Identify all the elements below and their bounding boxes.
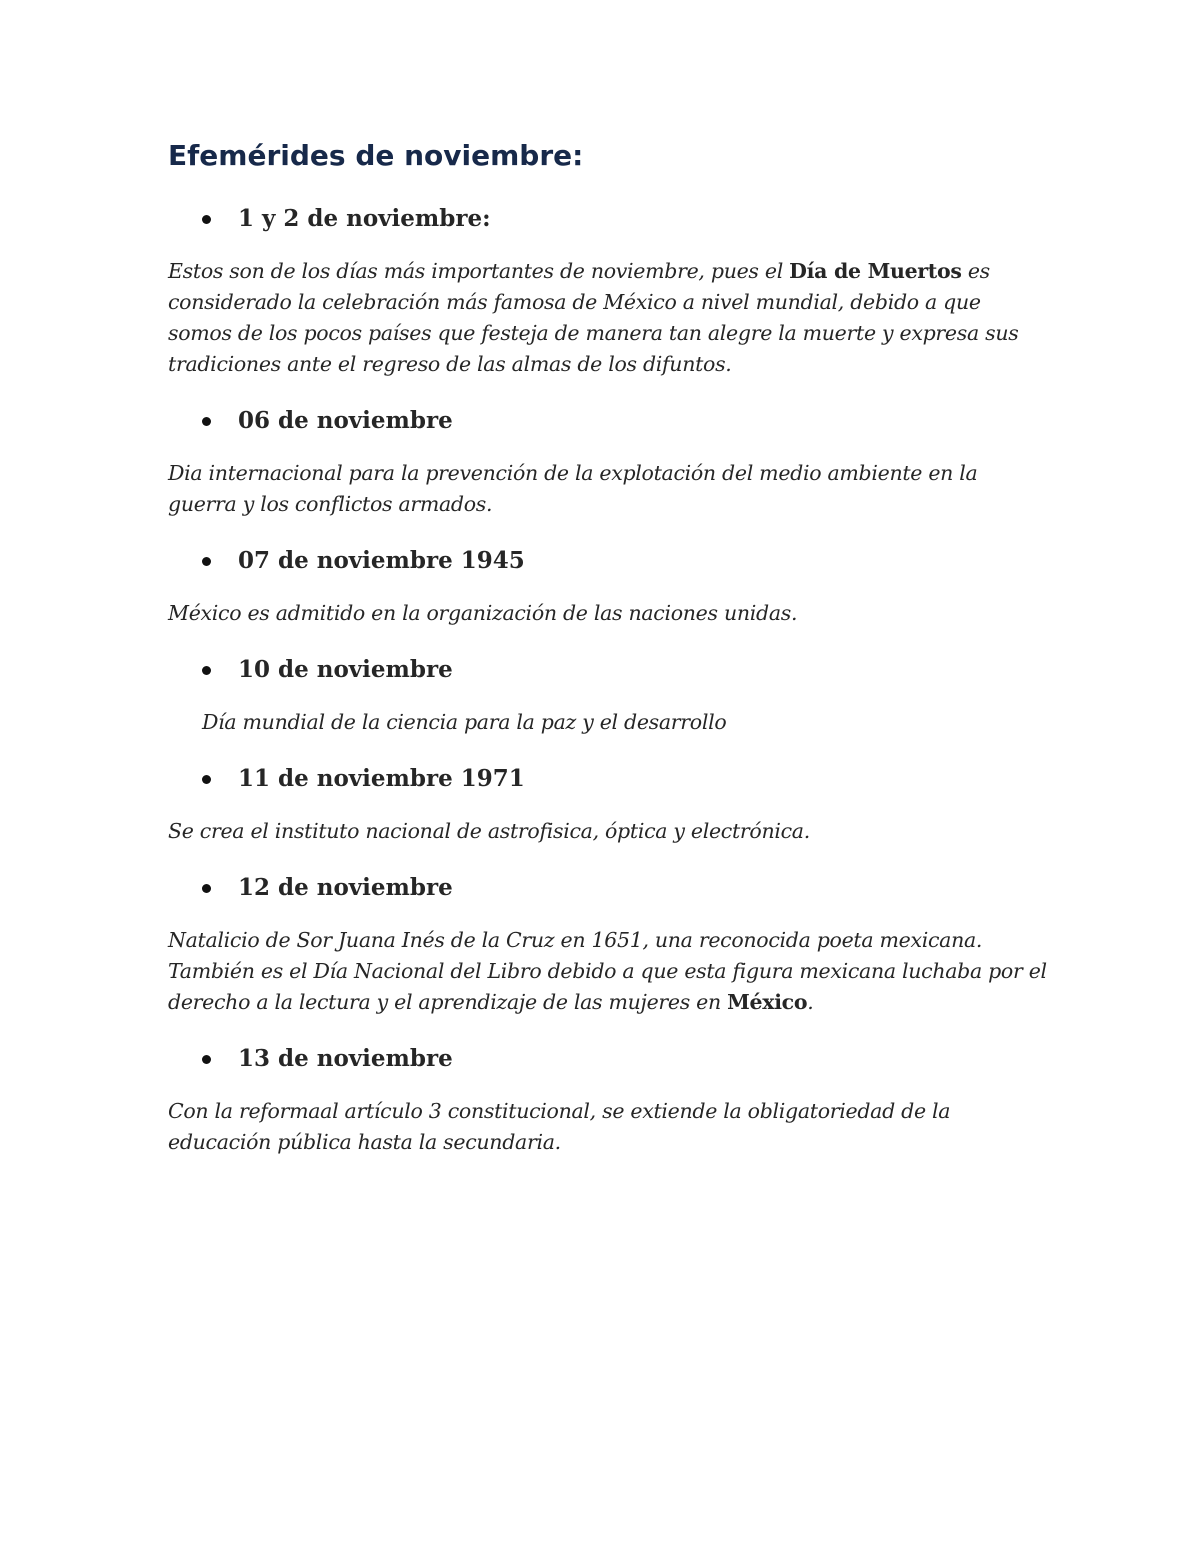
entry-emphasis: México: [727, 990, 808, 1014]
entry-description: [168, 256, 1048, 380]
bullet-icon: [202, 666, 211, 675]
entry-date: 10 de noviembre: [238, 656, 453, 683]
document-title: Efemérides de noviembre:: [168, 139, 584, 172]
bullet-icon: [202, 215, 211, 224]
entry-description: Dia internacional para la prevención de la explotación del medio ambiente en la guerra y los conflictos armados.: [168, 461, 978, 516]
entry-text-segment: es considerado la celebración más famosa de México a nivel mundial, debido a que somos de los pocos países que festeja de manera tan alegre la muerte y expresa sus tradiciones ante el regreso de las almas de los difuntos.: [168, 259, 1019, 376]
entry-heading: [168, 871, 1048, 905]
entry-date: 13 de noviembre: [238, 1045, 453, 1072]
entry-text-segment: .: [807, 990, 814, 1014]
entry-heading: [168, 202, 1048, 236]
entry-date: 12 de noviembre: [238, 874, 453, 901]
entry-date: 06 de noviembre: [238, 407, 453, 434]
bullet-icon: [202, 1055, 211, 1064]
entry-heading: [168, 1042, 1048, 1076]
entry-heading: [168, 544, 1048, 578]
document-body: [168, 136, 1048, 1182]
entry-heading: [168, 404, 1048, 438]
entry-description: Con la reformaal artículo 3 constitucional, se extiende la obligatoriedad de la educación pública hasta la secundaria.: [168, 1099, 951, 1154]
entry-heading: [168, 653, 1048, 687]
entry-description: Día mundial de la ciencia para la paz y el desarrollo: [202, 710, 727, 734]
entry-description: Se crea el instituto nacional de astrofisica, óptica y electrónica.: [168, 819, 810, 843]
entry-date: 07 de noviembre 1945: [238, 547, 525, 574]
entry-heading: [168, 762, 1048, 796]
entry-text-segment: Natalicio de Sor Juana Inés de la Cruz en 1651, una reconocida poeta mexicana. También es el Día Nacional del Libro debido a que esta figura mexicana luchaba por el derecho a la lectura y el aprendizaje de las mujeres en: [168, 928, 1047, 1014]
bullet-icon: [202, 884, 211, 893]
bullet-icon: [202, 557, 211, 566]
entry-description: [168, 925, 1048, 1018]
entry-emphasis: Día de Muertos: [789, 259, 962, 283]
entry-date: 1 y 2 de noviembre:: [238, 205, 491, 232]
entry-date: 11 de noviembre 1971: [238, 765, 525, 792]
bullet-icon: [202, 775, 211, 784]
bullet-icon: [202, 417, 211, 426]
entry-description: México es admitido en la organización de las naciones unidas.: [168, 601, 798, 625]
entry-text-segment: Estos son de los días más importantes de noviembre, pues el: [168, 259, 790, 283]
